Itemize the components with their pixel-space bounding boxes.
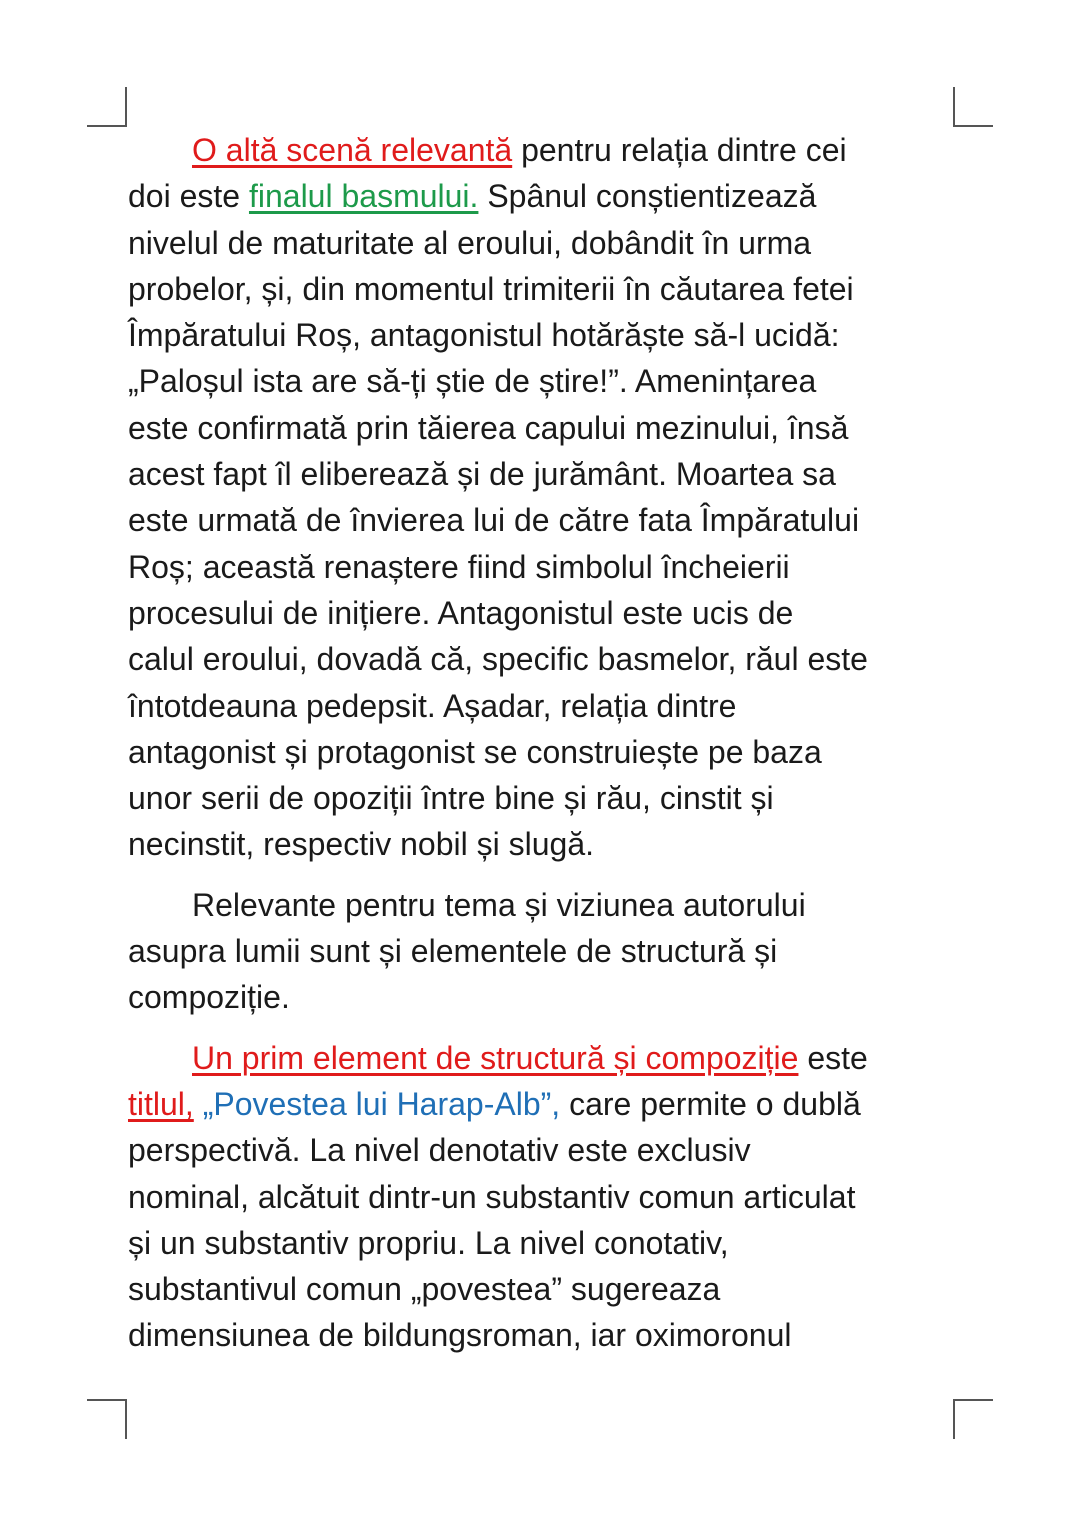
highlight-heading-green: finalul basmului. <box>248 178 479 215</box>
highlight-heading-red: O altă scenă relevantă <box>192 132 513 168</box>
paragraph-text: pentru relația dintre cei doi este <box>128 132 847 215</box>
paragraph-text: Relevante pentru tema și viziunea autorului asupra lumii sunt și elementele de structură și compoziție. <box>128 886 806 1016</box>
paragraph-text: Spânul conștientizează nivelul de maturitate al eroului, dobândit în urma probelor, și, din momentul trimiterii în căutarea fetei Împăratului Roș, antagonistul hotărăște să-l ucidă: „Paloșul ista are să-ți știe de știre!”. Amenințarea este confirmată prin tăierea capului mezinului, însă acest fapt îl eliberează și de jurământ. Moartea sa este urmată de învierea lui de către fata Împăratului Roș; această renaștere fiind simbolul încheierii procesului de inițiere. Antagonistul este ucis de calul eroului, dovadă că, specific basmelor, răul este întotdeauna pedepsit. Așadar, relația dintre antagonist și protagonist se construiește pe baza unor serii de opoziții între bine și rău, cinstit și necinstit, respectiv nobil și slugă. <box>128 178 868 863</box>
paragraph-text: este <box>807 1039 868 1076</box>
crop-mark-bottom-left <box>87 1399 127 1439</box>
crop-mark-top-right <box>953 87 993 127</box>
paragraph-final-scene <box>128 127 952 868</box>
paragraph-title-analysis <box>128 1035 952 1359</box>
paragraph-text <box>194 1086 203 1122</box>
highlight-quote-blue: „Povestea lui Harap-Alb”, <box>202 1085 561 1122</box>
highlight-heading-red: Un prim element de structură și compoziție <box>192 1039 799 1076</box>
highlight-keyword-red: titlul, <box>128 1085 194 1122</box>
paragraph-text: care permite o dublă perspectivă. La nivel denotativ este exclusiv nominal, alcătuit dintr-un substantiv comun articulat și un substantiv propriu. La nivel conotativ, substantivul comun „povestea” sugereaza dimensiunea de bildungsroman, iar oximoronul <box>128 1085 861 1354</box>
crop-mark-bottom-right <box>953 1399 993 1439</box>
crop-mark-top-left <box>87 87 127 127</box>
document-body <box>128 127 952 1359</box>
paragraph-structure-intro <box>128 882 952 1021</box>
